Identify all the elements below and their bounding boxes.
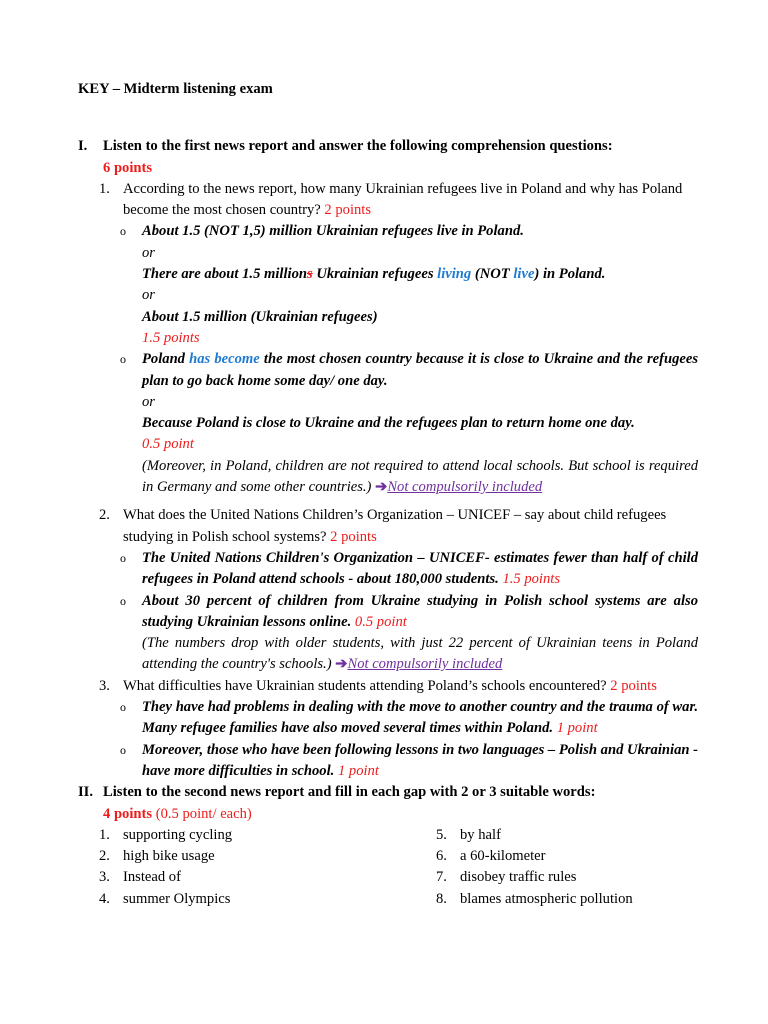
answer-1b-post: the most chosen country because it is close to Ukraine and the refugees plan to go back home some day/ one day. [142, 351, 699, 389]
gap-answers-list [99, 825, 698, 910]
answer-2a-points: 1.5 points [502, 571, 561, 588]
answer-1b-points: 0.5 point [142, 436, 194, 453]
or-label: or [142, 393, 155, 410]
gap-number: 2. [99, 848, 110, 865]
section-2-instructions: Listen to the second news report and fill in each gap with 2 or 3 suitable words: [103, 784, 596, 801]
answer-2b-text: About 30 percent of children from Ukraine studying in Polish school systems are also studying Ukrainian lessons online. [142, 592, 698, 630]
section-1-number: I. [78, 138, 88, 155]
gap-answer-1 [99, 825, 453, 846]
answer-1b-note: (Moreover, in Poland, children are not required to attend local schools. But school is required in Germany and some other countries.) [142, 457, 698, 496]
bullet-icon: o [120, 550, 126, 565]
gap-answer-5 [436, 825, 743, 846]
gap-text: Instead of [123, 869, 181, 886]
section-2-heading [78, 782, 698, 825]
gap-text: high bike usage [123, 848, 215, 865]
answer-2a-text: The United Nations Children's Organization – UNICEF- estimates fewer than half of child refugees in Poland attend schools - about 180,000 students. [142, 549, 698, 588]
gap-answer-2 [99, 846, 453, 867]
gap-answer-6 [436, 846, 743, 867]
arrow-right-icon: ➔ [375, 479, 388, 496]
answer-1a-line2-pre: There are about 1.5 million [142, 266, 307, 283]
answer-1a [120, 221, 698, 349]
gap-number: 8. [436, 890, 447, 907]
question-2-points: 2 points [330, 528, 377, 545]
answer-1b-pre: Poland [142, 351, 190, 368]
live-highlight: live [513, 266, 535, 283]
gap-text: summer Olympics [123, 890, 231, 907]
question-1-number: 1. [99, 180, 110, 197]
answer-1a-line2-post: ) in Poland. [534, 266, 606, 283]
section-1-instructions: Listen to the first news report and answer the following comprehension questions: [103, 138, 613, 155]
answer-2b-points: 0.5 point [354, 613, 407, 630]
answer-2b-note: (The numbers drop with older students, with just 22 percent of Ukrainian teens in Poland attending the country's schools.) [142, 635, 698, 673]
answer-1a-points: 1.5 points [142, 329, 200, 346]
answer-1b [120, 349, 699, 498]
question-2 [99, 505, 698, 548]
living-highlight: living [437, 266, 472, 283]
document-title: KEY – Midterm listening exam [78, 81, 273, 97]
answer-1a-line2-not: (NOT [471, 266, 514, 283]
question-1-text: According to the news report, how many Ukrainian refugees live in Poland and why has Poland become the most chosen country? [123, 180, 683, 219]
bullet-icon: o [120, 742, 126, 757]
arrow-right-icon: ➔ [335, 656, 348, 673]
gap-answer-8 [436, 889, 743, 910]
gap-text: blames atmospheric pollution [460, 890, 633, 907]
answer-3a-points: 1 point [556, 720, 598, 737]
bullet-icon: o [120, 352, 126, 367]
bullet-icon: o [120, 224, 126, 239]
gap-answer-7 [436, 867, 743, 888]
section-2-points: 4 points [103, 805, 153, 822]
answer-2b [120, 591, 698, 676]
answer-1a-line1: About 1.5 (NOT 1,5) million Ukrainian refugees live in Poland. [142, 223, 524, 240]
gap-answer-4 [99, 889, 453, 910]
section-1-heading [78, 136, 698, 179]
or-label: or [142, 287, 155, 304]
question-2-text: What does the United Nations Children’s Organization – UNICEF – say about child refugees studying in Polish school systems? [123, 507, 667, 545]
answer-3b [120, 740, 698, 783]
gap-text: a 60-kilometer [460, 848, 546, 865]
section-1-points: 6 points [103, 159, 153, 176]
gap-number: 6. [436, 848, 447, 865]
question-3-text: What difficulties have Ukrainian students attending Poland’s schools encountered? [123, 677, 607, 694]
question-1-points: 2 points [324, 202, 372, 219]
question-3-points: 2 points [610, 677, 657, 694]
answer-3a-text: They have had problems in dealing with the move to another country and the trauma of war. Many refugee families have also moved several times within Poland. [142, 699, 698, 737]
or-label: or [142, 244, 155, 261]
gap-number: 4. [99, 890, 110, 907]
strikethrough-s: s [307, 266, 313, 283]
answer-2a [120, 548, 698, 591]
section-2-points-each: (0.5 point/ each) [155, 805, 252, 822]
answer-3b-text: Moreover, those who have been following lessons in two languages – Polish and Ukrainian - have more difficulties in school. [142, 741, 698, 779]
question-1 [99, 179, 698, 222]
gap-text: by half [460, 826, 501, 843]
answer-1b-alt: Because Poland is close to Ukraine and the refugees plan to return home one day. [142, 415, 635, 432]
gap-answer-3 [99, 867, 453, 888]
not-included-label: Not compulsorily included [387, 479, 543, 496]
answer-3b-points: 1 point [337, 762, 379, 779]
section-2-number: II. [78, 784, 94, 801]
gap-number: 5. [436, 826, 447, 843]
bullet-icon: o [120, 700, 126, 715]
question-3 [99, 676, 698, 697]
not-included-label: Not compulsorily included [347, 656, 503, 673]
answer-1a-line3: About 1.5 million (Ukrainian refugees) [142, 308, 378, 325]
bullet-icon: o [120, 593, 126, 608]
answer-3a [120, 697, 698, 740]
gap-number: 7. [436, 869, 447, 886]
gap-number: 1. [99, 826, 110, 843]
has-become-highlight: has become [189, 351, 260, 368]
document-page [78, 79, 698, 910]
gap-number: 3. [99, 869, 110, 886]
question-2-number: 2. [99, 507, 110, 524]
answer-1a-line2-mid: Ukrainian refugees [312, 266, 438, 283]
gap-text: supporting cycling [123, 826, 233, 843]
question-3-number: 3. [99, 677, 110, 694]
gap-text: disobey traffic rules [460, 869, 577, 886]
